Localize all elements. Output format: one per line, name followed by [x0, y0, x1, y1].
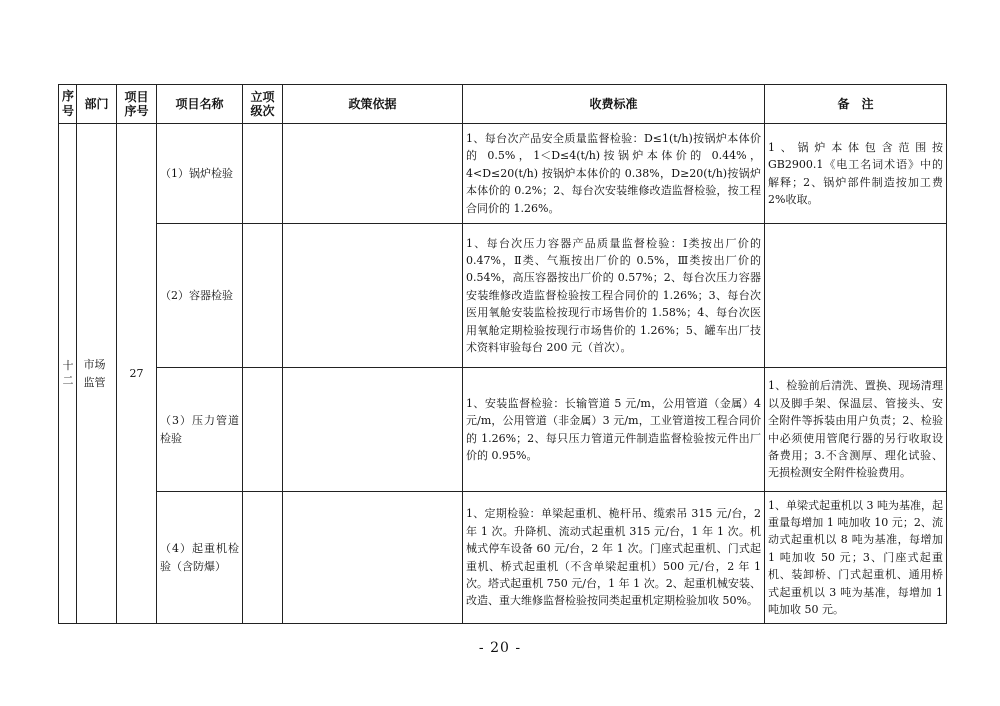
item-name-cell: （2）容器检验 — [157, 224, 243, 368]
note-cell: 1、检验前后清洗、置换、现场清理以及脚手架、保温层、管接头、安全附件等拆装由用户负责；2、检验中必须使用管爬行器的另行收取设备费用；3.不含测厚、理化试验、无损检测安全附件检验费用。 — [765, 368, 947, 492]
policy-cell — [283, 224, 463, 368]
page-number: - 20 - — [478, 640, 522, 656]
item-name-cell: （3）压力管道检验 — [157, 368, 243, 492]
table-row — [59, 124, 947, 224]
header-note: 备 注 — [765, 85, 947, 124]
level-cell — [243, 124, 283, 224]
note-cell: 1、锅炉本体包含范围按 GB2900.1《电工名词术语》中的解释；2、锅炉部件制造按加工费 2%收取。 — [765, 124, 947, 224]
header-seq: 序号 — [59, 85, 77, 124]
note-cell — [765, 224, 947, 368]
fee-standard-table — [58, 84, 947, 624]
table-header-row — [59, 85, 947, 124]
item-name-cell: （4）起重机检验（含防爆） — [157, 492, 243, 624]
policy-cell — [283, 368, 463, 492]
fee-cell: 1、安装监督检验：长输管道 5 元/m，公用管道（金属）4 元/m，公用管道（非金属）3 元/m，工业管道按工程合同价的 1.26%；2、每只压力管道元件制造监督检验按元件出厂价的 0.95%。 — [463, 368, 765, 492]
header-level: 立项级次 — [243, 85, 283, 124]
policy-cell — [283, 124, 463, 224]
group-item-seq-cell: 27 — [117, 124, 157, 624]
item-name-cell: （1）锅炉检验 — [157, 124, 243, 224]
note-cell: 1、单梁式起重机以 3 吨为基准，起重量每增加 1 吨加收 10 元；2、流动式起重机以 8 吨为基准，每增加 1 吨加收 50 元；3、门座式起重机、装卸桥、门式起重机、通用桥式起重机以 3 吨为基准，每增加 1 吨加收 50 元。 — [765, 492, 947, 624]
level-cell — [243, 368, 283, 492]
header-item-seq: 项目序号 — [117, 85, 157, 124]
header-item-name: 项目名称 — [157, 85, 243, 124]
level-cell — [243, 492, 283, 624]
table-row — [59, 492, 947, 624]
table-row — [59, 368, 947, 492]
header-fee: 收费标准 — [463, 85, 765, 124]
group-seq-cell: 十二 — [59, 124, 77, 624]
fee-cell: 1、定期检验：单梁起重机、桅杆吊、缆索吊 315 元/台，2 年 1 次。升降机、流动式起重机 315 元/台，1 年 1 次。机械式停车设备 60 元/台，2 年 1 次。门座式起重机、门式起重机、桥式起重机（不含单梁起重机）500 元/台，2 年 1 次。塔式起重机 750 元/台，1 年 1 次。2、起重机械安装、改造、重大维修监督检验按同类起重机定期检验加收 50%。 — [463, 492, 765, 624]
fee-cell: 1、每台次压力容器产品质量监督检验：Ⅰ类按出厂价的 0.47%，Ⅱ类、气瓶按出厂价的 0.5%，Ⅲ类按出厂价的 0.54%，高压容器按出厂价的 0.57%；2、每台次压力容器安装维修改造监督检验按工程合同价的 1.26%；3、每台次医用氧舱安装监检按现行市场售价的 1.58%；4、每台次医用氧舱定期检验按现行市场售价的 1.26%；5、罐车出厂技术资料审验每台 200 元（首次）。 — [463, 224, 765, 368]
table-row — [59, 224, 947, 368]
group-dept-cell: 市场监管 — [77, 124, 117, 624]
policy-cell — [283, 492, 463, 624]
header-dept: 部门 — [77, 85, 117, 124]
fee-cell: 1、每台次产品安全质量监督检验：D≤1(t/h)按锅炉本体价的 0.5%，1＜D≤4(t/h)按锅炉本体价的 0.44%，4<D≤20(t/h) 按锅炉本体价的 0.38%，D≥20(t/h)按锅炉本体价的 0.2%；2、每台次安装维修改造监督检验，按工程合同价的 1.26%。 — [463, 124, 765, 224]
fee-standard-table-container — [58, 84, 946, 624]
header-policy: 政策依据 — [283, 85, 463, 124]
level-cell — [243, 224, 283, 368]
